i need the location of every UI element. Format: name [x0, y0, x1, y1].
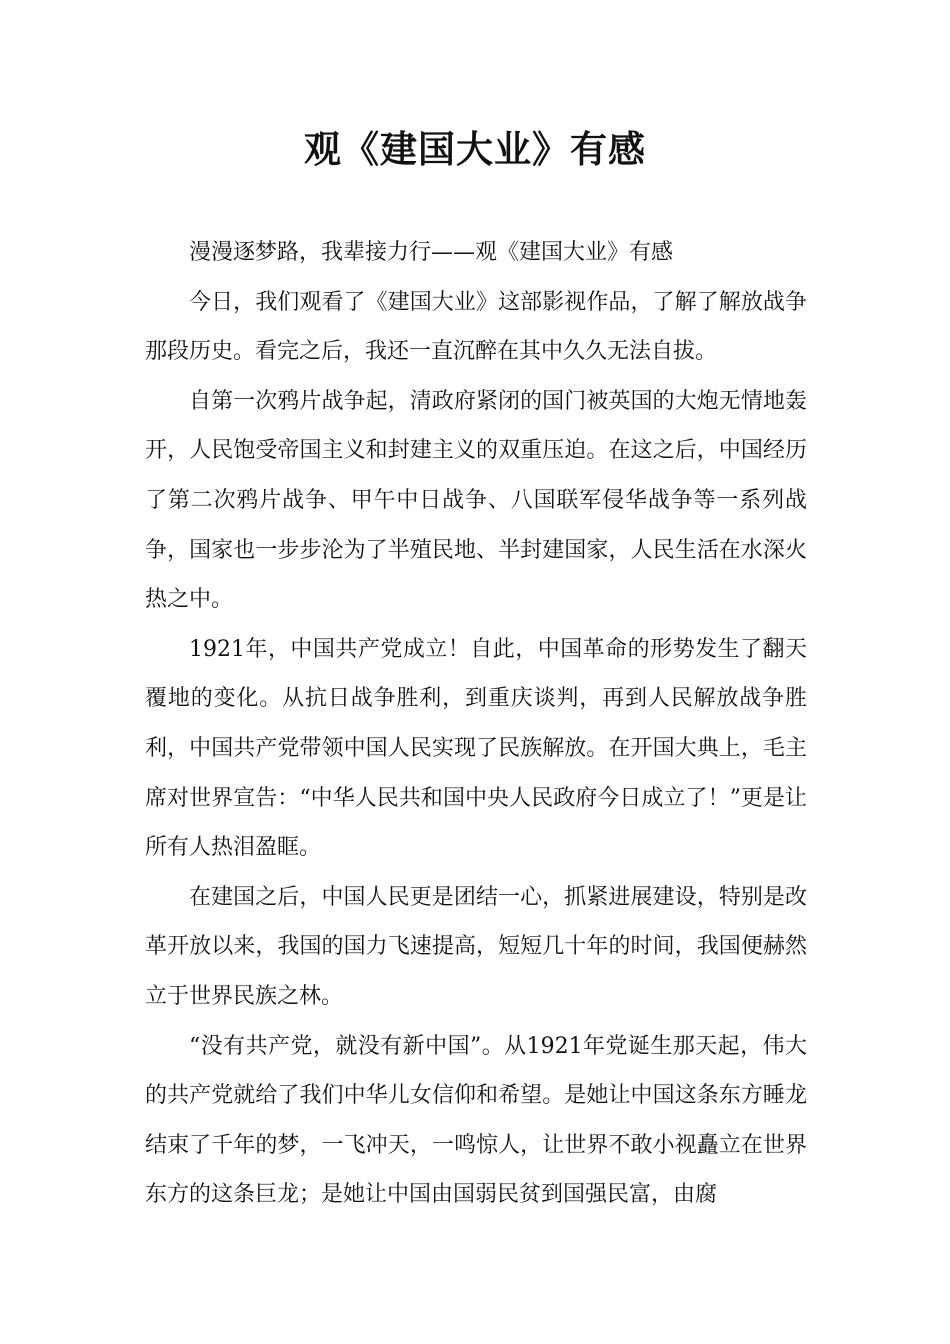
document-title: 观《建国大业》有感 — [304, 128, 646, 171]
paragraph: 自第一次鸦片战争起，清政府紧闭的国门被英国的大炮无情地轰开，人民饱受帝国主义和封建主义的双重压迫。在这之后，中国经历了第二次鸦片战争、甲午中日战争、八国联军侵华战争等一系列战争，国家也一步步沦为了半殖民地、半封建国家，人民生活在水深火热之中。 — [145, 388, 807, 613]
paragraph: 1921年，中国共产党成立！自此，中国革命的形势发生了翻天覆地的变化。从抗日战争胜利，到重庆谈判，再到人民解放战争胜利，中国共产党带领中国人民实现了民族解放。在开国大典上，毛主席对世界宣告：“中华人民共和国中央人民政府今日成立了！”更是让所有人热泪盈眶。 — [145, 636, 807, 861]
paragraph: “没有共产党，就没有新中国”。从1921年党诞生那天起，伟大的共产党就给了我们中华儿女信仰和希望。是她让中国这条东方睡龙结束了千年的梦，一飞冲天，一鸣惊人，让世界不敢小视矗立在世界东方的这条巨龙；是她让中国由国弱民贫到国强民富，由腐 — [145, 1033, 807, 1208]
document-body — [145, 228, 807, 1220]
paragraph: 今日，我们观看了《建国大业》这部影视作品，了解了解放战争那段历史。看完之后，我还一直沉醉在其中久久无法自拔。 — [145, 289, 807, 365]
paragraph-subtitle: 漫漫逐梦路，我辈接力行——观《建国大业》有感 — [189, 240, 674, 265]
paragraph: 在建国之后，中国人民更是团结一心，抓紧进展建设，特别是改革开放以来，我国的国力飞速提高，短短几十年的时间，我国便赫然立于世界民族之林。 — [145, 884, 807, 1009]
